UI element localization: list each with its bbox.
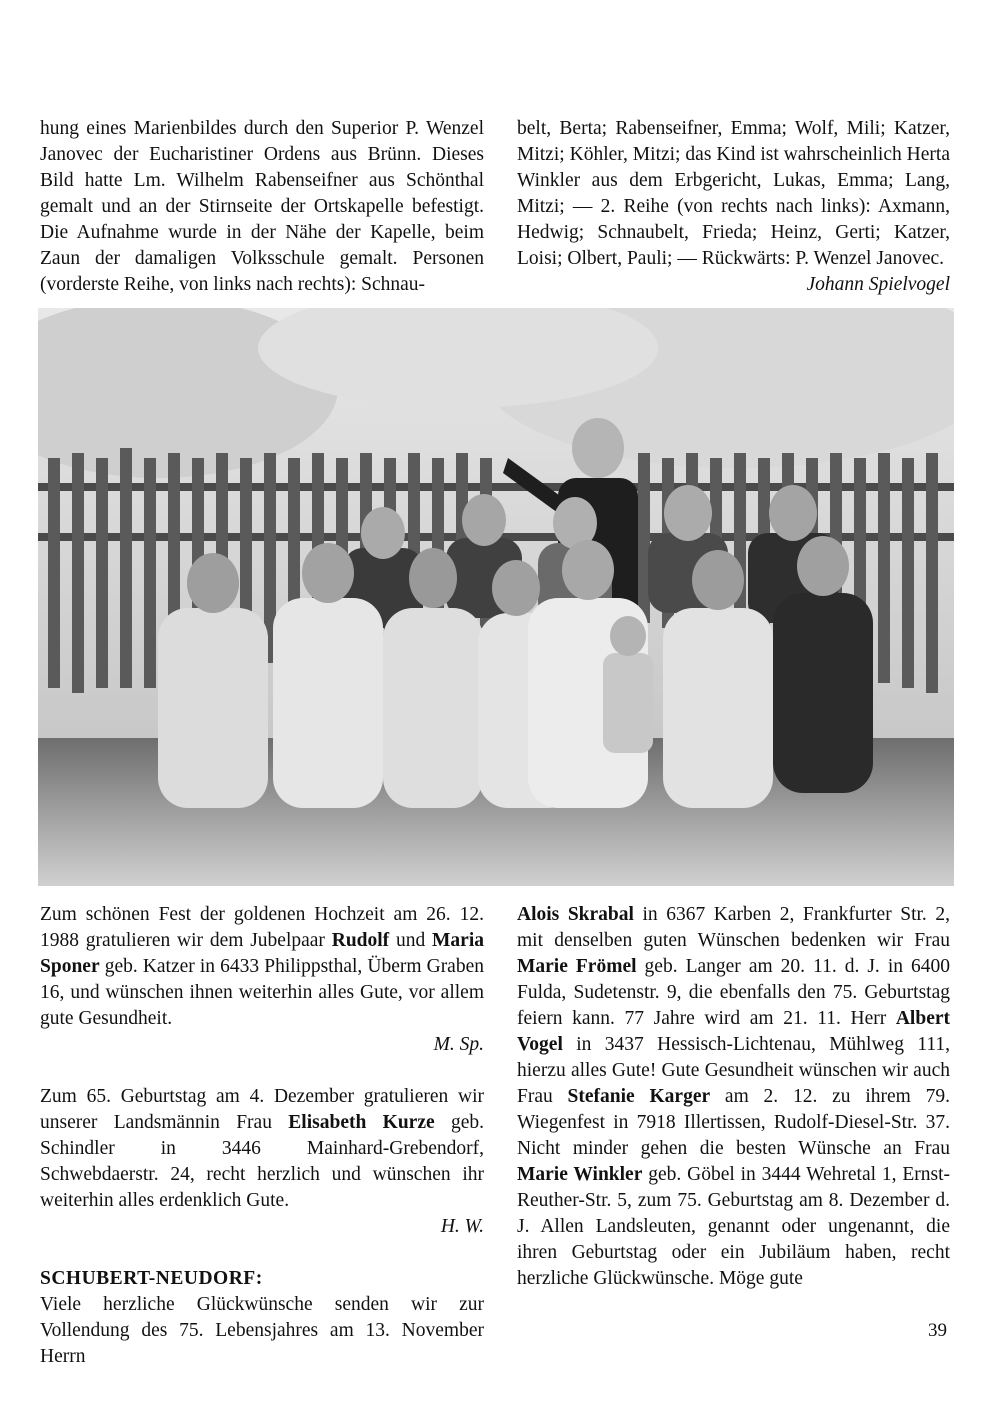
- group-photograph: [38, 308, 954, 886]
- article1-text: und: [389, 930, 433, 951]
- schubert-neudorf-article-continued: [517, 902, 950, 1292]
- article3-text: geb. Göbel in 3444 Wehretal 1, Ernst-Reuther-Str. 5, zum 75. Geburtstag am 8. Dezember d. J. Allen Landsleuten, genannt oder ungenannt, die ihren Geburtstag oder ein Jubiläum haben, recht herzliche Glückwünsche. Möge gute: [517, 1164, 951, 1289]
- article2-text: Zum 65. Geburtstag am 4. Dezember gratulieren wir unserer Landsmännin Frau: [40, 1086, 484, 1133]
- article3-text: in 3437 Hessisch-Lichtenau, Mühlweg 111, hierzu alles Gute! Gute Gesundheit wünschen wir auch Frau: [517, 1034, 950, 1107]
- intro-paragraph-left: hung eines Marienbildes durch den Superior P. Wenzel Janovec der Eucharistiner Ordens aus Brünn. Dieses Bild hatte Lm. Wilhelm Rabenseifner aus Schönthal gemalt und an der Stirnseite der Ortskapelle befestigt. Die Aufnahme wurde in der Nähe der Kapelle, beim Zaun der damaligen Volksschule gemalt. Personen (vorderste Reihe, von links nach rechts): Schnau-: [40, 118, 484, 295]
- intro-signature: Johann Spielvogel: [806, 274, 950, 295]
- articles-right-column: [517, 902, 950, 1292]
- article1-text: Zum schönen Fest der goldenen Hochzeit am 26. 12. 1988 gratulieren wir dem Jubelpaar: [40, 904, 484, 951]
- celebrant-name: Marie Frömel: [517, 956, 637, 977]
- article2-text: geb. Schindler in 3446 Mainhard-Grebendorf, Schwebdaerstr. 24, recht herzlich und wünschen ihr weiterhin alles erdenklich Gute.: [40, 1112, 485, 1211]
- celebrant-name: Rudolf: [331, 930, 390, 951]
- celebrant-name: Elisabeth Kurze: [288, 1112, 435, 1133]
- article2-signature: H. W.: [440, 1216, 484, 1237]
- schubert-neudorf-article-start: [40, 1292, 484, 1370]
- article1-text: geb. Katzer in 6433 Philippsthal, Überm Graben 16, und wünschen ihnen weiterhin alles Gute, vor allem gute Gesundheit.: [40, 956, 484, 1029]
- article1-signature: M. Sp.: [433, 1034, 484, 1055]
- celebrant-name: Stefanie Karger: [567, 1086, 711, 1107]
- celebrant-name: Maria Sponer: [40, 930, 484, 977]
- page-number: 39: [928, 1320, 947, 1341]
- articles-left-column: [40, 902, 484, 1370]
- article3-text: Viele herzliche Glückwünsche senden wir zur Vollendung des 75. Lebensjahres am 13. November Herrn: [40, 1294, 484, 1367]
- celebrant-name: Albert Vogel: [517, 1008, 950, 1055]
- golden-wedding-article: [40, 902, 484, 1058]
- section-heading: SCHUBERT-NEUDORF:: [40, 1268, 263, 1289]
- intro-text-right: [517, 116, 950, 298]
- article3-text: geb. Langer am 20. 11. d. J. in 6400 Fulda, Sudetenstr. 9, die ebenfalls den 75. Geburtstag feiern kann. 77 Jahre wird am 21. 11. Herr: [517, 956, 950, 1029]
- birthday-article: [40, 1084, 484, 1240]
- photograph-image: [38, 308, 954, 886]
- celebrant-name: Marie Winkler: [517, 1164, 643, 1185]
- intro-text-left: [40, 116, 484, 298]
- intro-paragraph-right: belt, Berta; Rabenseifner, Emma; Wolf, Mili; Katzer, Mitzi; Köhler, Mitzi; das Kind ist wahrscheinlich Herta Winkler aus dem Erbgericht, Lukas, Emma; Lang, Mitzi; — 2. Reihe (von rechts nach links): Axmann, Hedwig; Schnaubelt, Frieda; Heinz, Gerti; Katzer, Loisi; Olbert, Pauli; — Rückwärts: P. Wenzel Janovec.: [517, 118, 950, 269]
- article3-text: in 6367 Karben 2, Frankfurter Str. 2, mit denselben guten Wünschen bedenken wir Frau: [517, 904, 950, 951]
- celebrant-name: Alois Skrabal: [517, 904, 634, 925]
- article3-text: am 2. 12. zu ihrem 79. Wiegenfest in 7918 Illertissen, Rudolf-Diesel-Str. 37. Nicht minder gehen die besten Wünsche an Frau: [517, 1086, 950, 1159]
